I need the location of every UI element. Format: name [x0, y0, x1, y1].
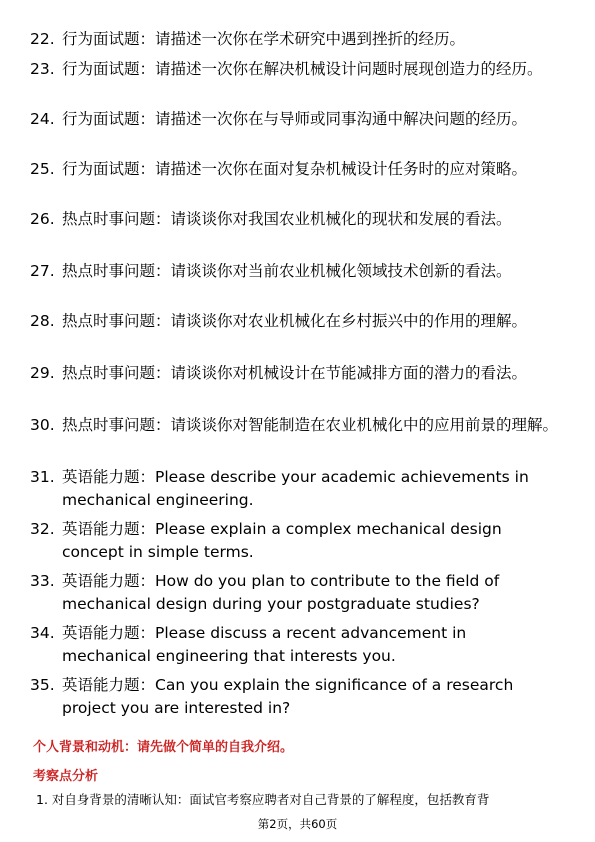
question-item	[30, 158, 560, 181]
analysis-point: 1. 对自身背景的清晰认知：面试官考察应聘者对自己背景的了解程度，包括教育背	[36, 792, 490, 807]
question-number: 25.	[30, 160, 55, 178]
section-heading: 个人背景和动机：请先做个简单的自我介绍。	[33, 740, 294, 755]
question-item	[30, 260, 560, 283]
question-text: 热点时事问题：请谈谈你对机械设计在节能减排方面的潜力的看法。	[62, 364, 528, 382]
question-text: 英语能力题：Please describe your academic achievements in mechanical engineering.	[62, 468, 529, 509]
question-text: 英语能力题：Please explain a complex mechanical design concept in simple terms.	[62, 520, 502, 561]
question-number: 27.	[30, 262, 55, 280]
question-item	[30, 362, 560, 385]
question-text: 热点时事问题：请谈谈你对农业机械化在乡村振兴中的作用的理解。	[62, 312, 528, 330]
question-item	[30, 414, 560, 437]
question-text: 英语能力题：How do you plan to contribute to the field of mechanical design during your postgraduate studies?	[62, 572, 500, 613]
question-number: 30.	[30, 416, 55, 434]
question-text: 英语能力题：Can you explain the significance of a research project you are interested in?	[62, 676, 514, 717]
question-text: 热点时事问题：请谈谈你对我国农业机械化的现状和发展的看法。	[62, 210, 512, 228]
question-item	[30, 570, 560, 615]
question-number: 32.	[30, 520, 55, 538]
question-number: 22.	[30, 30, 55, 48]
question-number: 33.	[30, 572, 55, 590]
question-item	[30, 208, 560, 231]
question-number: 24.	[30, 110, 55, 128]
question-text: 行为面试题：请描述一次你在面对复杂机械设计任务时的应对策略。	[62, 160, 528, 178]
page-footer: 第2页，共60页	[257, 817, 338, 831]
question-text: 行为面试题：请描述一次你在解决机械设计问题时展现创造力的经历。	[62, 60, 543, 78]
question-number: 29.	[30, 364, 55, 382]
question-text: 热点时事问题：请谈谈你对当前农业机械化领域技术创新的看法。	[62, 262, 512, 280]
question-number: 28.	[30, 312, 55, 330]
question-number: 23.	[30, 60, 55, 78]
analysis-heading: 考察点分析	[33, 769, 99, 784]
question-number: 34.	[30, 624, 55, 642]
question-text: 行为面试题：请描述一次你在与导师或同事沟通中解决问题的经历。	[62, 110, 528, 128]
question-item	[30, 518, 560, 563]
question-item	[30, 466, 560, 511]
question-item	[30, 674, 560, 719]
question-text: 行为面试题：请描述一次你在学术研究中遇到挫折的经历。	[62, 30, 466, 48]
question-number: 31.	[30, 468, 55, 486]
question-item	[30, 622, 560, 667]
question-text: 英语能力题：Please discuss a recent advancement in mechanical engineering that interests you.	[62, 624, 467, 665]
question-number: 26.	[30, 210, 55, 228]
question-item	[30, 58, 560, 81]
question-item	[30, 108, 560, 131]
question-item	[30, 28, 560, 51]
question-number: 35.	[30, 676, 55, 694]
question-item	[30, 310, 560, 333]
question-text: 热点时事问题：请谈谈你对智能制造在农业机械化中的应用前景的理解。	[62, 416, 559, 434]
